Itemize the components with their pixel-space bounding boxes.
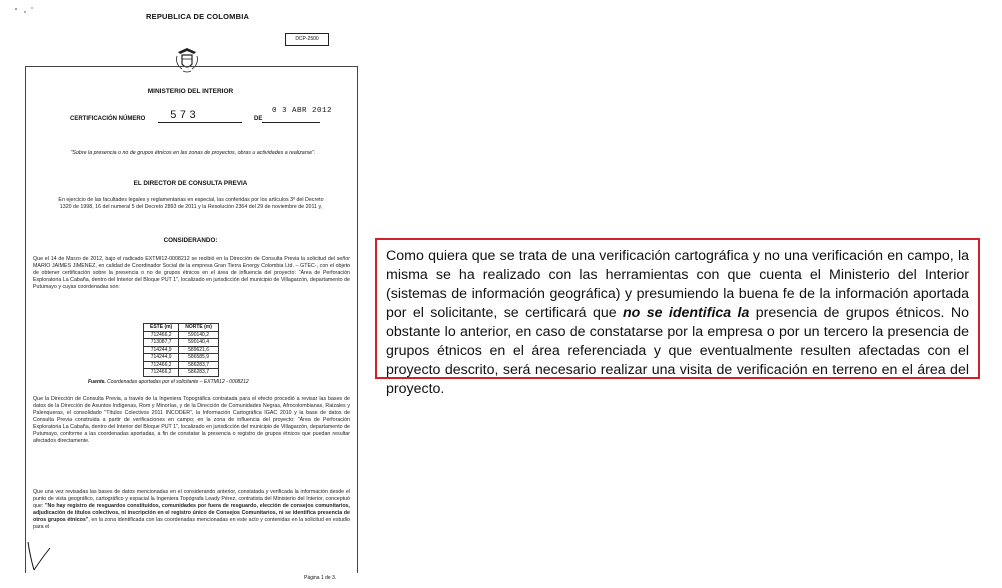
cell-north: 590140,4 bbox=[179, 339, 219, 347]
excerpt-text-before: Como quiera que se trata de una verificación cartográfica y no una verificación en campo, la misma se ha realizado con las herramientas con que cuenta el Ministerio del Interior (sistemas de información geográfica) y presumiendo la buena fe de la información aportada por el solicitante, se certificará que bbox=[386, 248, 969, 321]
document-code-box: DCP-2500 bbox=[285, 33, 329, 46]
paragraph-concept bbox=[33, 489, 350, 531]
column-header-north: NORTE (m) bbox=[179, 324, 219, 332]
intro-paragraph: En ejercicio de las facultades legales y reglamentarias en especial, las conferidas por los artículos 3º del Decreto 1320 de 1998, 16 del numeral 5 del Decreto 2893 de 2011 y la Resolución 2364 del 29 de noviembre de 2011 y, bbox=[58, 197, 324, 210]
concept-quote: "No hay registro de resguardos constituidos, comunidades por fuera de resguardo, elección de consejos comunitarios, adjudicación de títulos colectivos, ni inscripción en el registro único de Consejos Comunitarios, ni se identifica presencia de otros grupos étnicos" bbox=[33, 503, 350, 523]
cell-east: 714244,9 bbox=[144, 346, 179, 354]
cell-east: 714244,9 bbox=[144, 354, 179, 362]
excerpt-text-after: presencia de grupos étnicos. No obstante lo anterior, en caso de constatarse por la empresa o por un tercero la presencia de grupos étnicos en el área referenciada y que eventualmente resulten afectadas con el proyecto descrito, será necesario realizar una visita de verificación en terreno en el área del proyecto. bbox=[386, 305, 969, 397]
director-heading: EL DIRECTOR DE CONSULTA PREVIA bbox=[133, 180, 248, 187]
cell-east: 712466,2 bbox=[144, 331, 179, 339]
table-source bbox=[88, 379, 249, 385]
country-header: REPUBLICA DE COLOMBIA bbox=[146, 12, 250, 21]
page-number: Página 1 de 3. bbox=[304, 575, 337, 581]
excerpt-emphasis: no se identifica la bbox=[623, 305, 750, 321]
cell-north: 586283,7 bbox=[179, 369, 219, 377]
paragraph-review: Que la Dirección de Consulta Previa, a través de la Ingeniera Topográfica contratada para el efecto procedió a revisar las bases de datos de la Dirección de Asuntos Indígenas, Rom y Minorías, y de la Dirección de Comunidades Negras, Afrocolombianas, Raizales y Palenqueras, el consolidado "Títulos Colectivos 2011 INCODER", la Información Cartográfica IGAC 2010 y la base de datos de Consulta Previa construida a partir de verificaciones en campo; en la zona de influencia del proyecto: "Área de Perforación Exploratoria La Cabaña, dentro del Interior del Bloque PUT 1", localizado en jurisdicción del municipio de Villagarzón, departamento de Putumayo, conforme a las coordenadas aportadas, a fin de constatar la presencia o registro de grupos étnicos que puedan resultar afectados directamente. bbox=[33, 396, 350, 444]
table-row bbox=[144, 339, 219, 347]
cell-north: 586283,7 bbox=[179, 361, 219, 369]
table-row bbox=[144, 346, 219, 354]
concept-end: , en la zona identificada con las coordenadas mencionadas en este acto y contenidas en la solicitud en estudio para el bbox=[33, 517, 350, 530]
cell-north: 589621,6 bbox=[179, 346, 219, 354]
certification-number-label: CERTIFICACIÓN NÚMERO bbox=[70, 116, 146, 122]
table-row bbox=[144, 361, 219, 369]
highlighted-excerpt bbox=[375, 238, 980, 397]
table-row bbox=[144, 369, 219, 377]
cell-north: 590140,2 bbox=[179, 331, 219, 339]
date-label: DE bbox=[254, 116, 263, 122]
handwritten-mark-icon bbox=[26, 538, 52, 572]
coordinates-table bbox=[143, 323, 219, 377]
cell-north: 586585,9 bbox=[179, 354, 219, 362]
cell-east: 713087,7 bbox=[144, 339, 179, 347]
subject-line: "Sobre la presencia o no de grupos étnicos en las zonas de proyectos, obras u actividades a realizarse". bbox=[70, 150, 316, 156]
date-underline bbox=[262, 122, 320, 123]
source-text: Coordenadas aportadas por el solicitante – EXTMI12 - 0008212 bbox=[107, 379, 249, 385]
scan-mark-icon bbox=[10, 6, 42, 16]
source-label: Fuente. bbox=[88, 379, 106, 385]
considering-heading: CONSIDERANDO: bbox=[163, 237, 218, 244]
scanned-document-page bbox=[0, 0, 370, 588]
table-row bbox=[144, 354, 219, 362]
number-underline bbox=[158, 122, 242, 123]
certification-number: 573 bbox=[170, 110, 199, 122]
ministry-heading: MINISTERIO DEL INTERIOR bbox=[147, 88, 234, 95]
paragraph-request: Que el 14 de Marzo de 2012, bajo el radicado EXTMI12-0008212 se recibió en la Dirección de Consulta Previa la solicitud del señor MARIO JAIMES JIMENEZ, en calidad de Coordinador Social de la empresa Gran Tierra Energy Colombia Ltd. – GTEC-, con el objeto de obtener certificación sobre la presencia o no de grupos étnicos en el área de influencia del proyecto: "Área de Perforación Exploratoria La Cabaña, dentro del Interior del Bloque PUT 1", localizado en jurisdicción del municipio de Villagarzón, departamento de Putumayo y cuyas coordenadas son: bbox=[33, 256, 350, 290]
column-header-east: ESTE (m) bbox=[144, 324, 179, 332]
table-row bbox=[144, 331, 219, 339]
cell-east: 712466,2 bbox=[144, 361, 179, 369]
date-stamp: 0 3 ABR 2012 bbox=[272, 107, 333, 115]
concept-intro: Que una vez revisadas las bases de datos mencionadas en el considerando anterior, constatada y verificada la información desde el punto de vista geográfico, cartográfico y espacial la Ingeniera Topógrafa Leady Pérez, contratista del Ministerio del Interior, conceptuó que: bbox=[33, 489, 350, 509]
cell-east: 712466,2 bbox=[144, 369, 179, 377]
